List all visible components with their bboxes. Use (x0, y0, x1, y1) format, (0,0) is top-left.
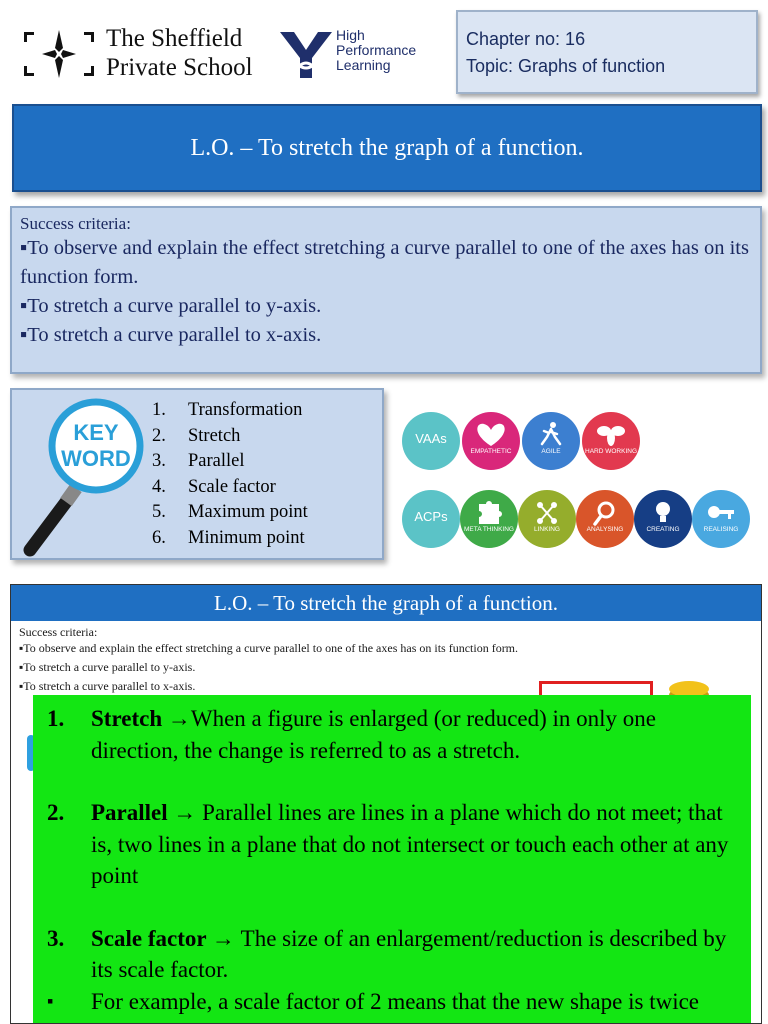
key-word-magnifier-icon (16, 398, 152, 558)
skill-analysing (576, 490, 634, 548)
key-word-icon-line2: WORD (61, 446, 131, 471)
definition-text: When a figure is enlarged (or reduced) in only one direction, the change is referred to as a stretch. (91, 706, 657, 763)
second-slide-sc-item: ▪To stretch a curve parallel to x-axis. (19, 679, 196, 693)
key-word-text: Stretch (188, 425, 241, 446)
learning-objective-text: L.O. – To stretch the graph of a function. (190, 134, 584, 161)
key-word-item (152, 500, 308, 526)
definition-number: 1. (47, 706, 65, 731)
key-word-text: Minimum point (188, 527, 305, 548)
chapter-label: Chapter no: 16 (466, 29, 586, 49)
key-word-text: Transformation (188, 400, 303, 420)
school-name-line1: The Sheffield (106, 25, 243, 52)
runner-icon (522, 422, 580, 448)
skill-realising (692, 490, 750, 548)
definition-text: Parallel lines are lines in a plane which do not meet; that is, two lines in a plane that do not intersect or touch each other at any point (91, 800, 729, 888)
key-icon (692, 500, 750, 526)
skill-meta-thinking (460, 490, 518, 548)
bee-icon (582, 422, 640, 448)
key-word-number: 4. (152, 476, 166, 497)
skill-label: AGILE (541, 448, 561, 455)
hpl-logo (278, 28, 450, 84)
skill-label: HARD WORKING (585, 448, 637, 455)
hpl-emblem-icon (278, 30, 334, 80)
success-criteria-item: ▪To stretch a curve parallel to x-axis. (20, 324, 322, 346)
key-word-number: 3. (152, 451, 166, 472)
skill-label: LINKING (533, 526, 560, 533)
skill-label: CREATING (646, 526, 680, 533)
definition-term: Stretch (91, 706, 163, 731)
magnifier-icon (576, 500, 634, 526)
skill-linking (518, 490, 576, 548)
school-crest-icon (22, 28, 96, 80)
skill-empathetic (462, 412, 520, 470)
learning-objective-banner (12, 104, 762, 192)
network-icon (518, 500, 576, 526)
key-word-text: Maximum point (188, 502, 308, 523)
key-word-item (152, 424, 308, 450)
second-slide-sc-item: ▪To observe and explain the effect stretching a curve parallel to one of the axes has on its function form. (19, 641, 519, 655)
arrow-icon: → (206, 925, 241, 951)
skill-vaas (402, 412, 460, 470)
definition-term: Scale factor (91, 925, 207, 951)
second-slide-sc-item: ▪To stretch a curve parallel to y-axis. (19, 660, 196, 674)
bullet-icon: ▪ (47, 990, 54, 1011)
skill-label: ACPs (414, 509, 448, 524)
chapter-box (456, 10, 758, 94)
skill-label: REALISING (703, 526, 739, 533)
definition-number: 2. (47, 800, 65, 825)
school-name-line2: Private School (106, 54, 253, 81)
skill-label: VAAs (415, 431, 447, 446)
skill-acps (402, 490, 460, 548)
key-word-item (152, 398, 308, 424)
arrow-icon: → (167, 800, 203, 825)
success-criteria-item: ▪To observe and explain the effect stretching a curve parallel to one of the axes has on its function form. (20, 237, 749, 288)
arrow-icon: → (162, 706, 191, 731)
second-slide (10, 584, 762, 1024)
success-criteria-title: Success criteria: (20, 214, 131, 233)
definition-text: The size of an enlargement/reduction is described by its scale factor. (91, 925, 727, 982)
skill-label: EMPATHETIC (470, 448, 512, 455)
skill-label: META THINKING (464, 526, 514, 533)
success-criteria-item: ▪To stretch a curve parallel to y-axis. (20, 295, 322, 317)
definition-stretch (47, 703, 741, 766)
definition-term: Parallel (91, 800, 168, 825)
key-word-number: 6. (152, 527, 166, 548)
bulb-icon (634, 500, 692, 526)
second-slide-sc-title: Success criteria: (19, 625, 98, 639)
school-logo (22, 22, 272, 86)
success-criteria-box (10, 206, 762, 374)
skills-panel (398, 398, 750, 554)
puzzle-icon (460, 500, 518, 526)
hpl-line3: Learning (336, 57, 391, 73)
key-word-item (152, 526, 308, 552)
definition-parallel (47, 797, 741, 892)
hpl-line1: High (336, 27, 365, 43)
definition-scale-factor (47, 923, 741, 986)
key-words-box (10, 388, 384, 560)
topic-label: Topic: Graphs of function (466, 56, 666, 76)
skill-creating (634, 490, 692, 548)
skill-label: ANALYSING (586, 526, 624, 533)
key-word-text: Parallel (188, 451, 245, 472)
key-word-item (152, 449, 308, 475)
key-word-number: 1. (152, 400, 166, 420)
key-word-text: Scale factor (188, 476, 276, 497)
hpl-line2: Performance (336, 42, 417, 58)
skill-agile (522, 412, 580, 470)
key-word-icon-line1: KEY (73, 420, 119, 445)
example-bullet-item (47, 986, 741, 1018)
key-word-list (152, 398, 308, 552)
key-word-number: 5. (152, 502, 166, 523)
definitions-panel (33, 695, 751, 1024)
definition-number: 3. (47, 925, 65, 951)
second-slide-banner (11, 585, 761, 621)
heart-icon (462, 422, 520, 448)
skill-hard-working (582, 412, 640, 470)
hpl-text (336, 28, 416, 73)
example-text: For example, a scale factor of 2 means that the new shape is twice (91, 988, 699, 1014)
second-slide-objective: L.O. – To stretch the graph of a function. (214, 590, 558, 615)
key-word-number: 2. (152, 425, 166, 446)
key-word-item (152, 475, 308, 501)
school-name (106, 24, 253, 82)
